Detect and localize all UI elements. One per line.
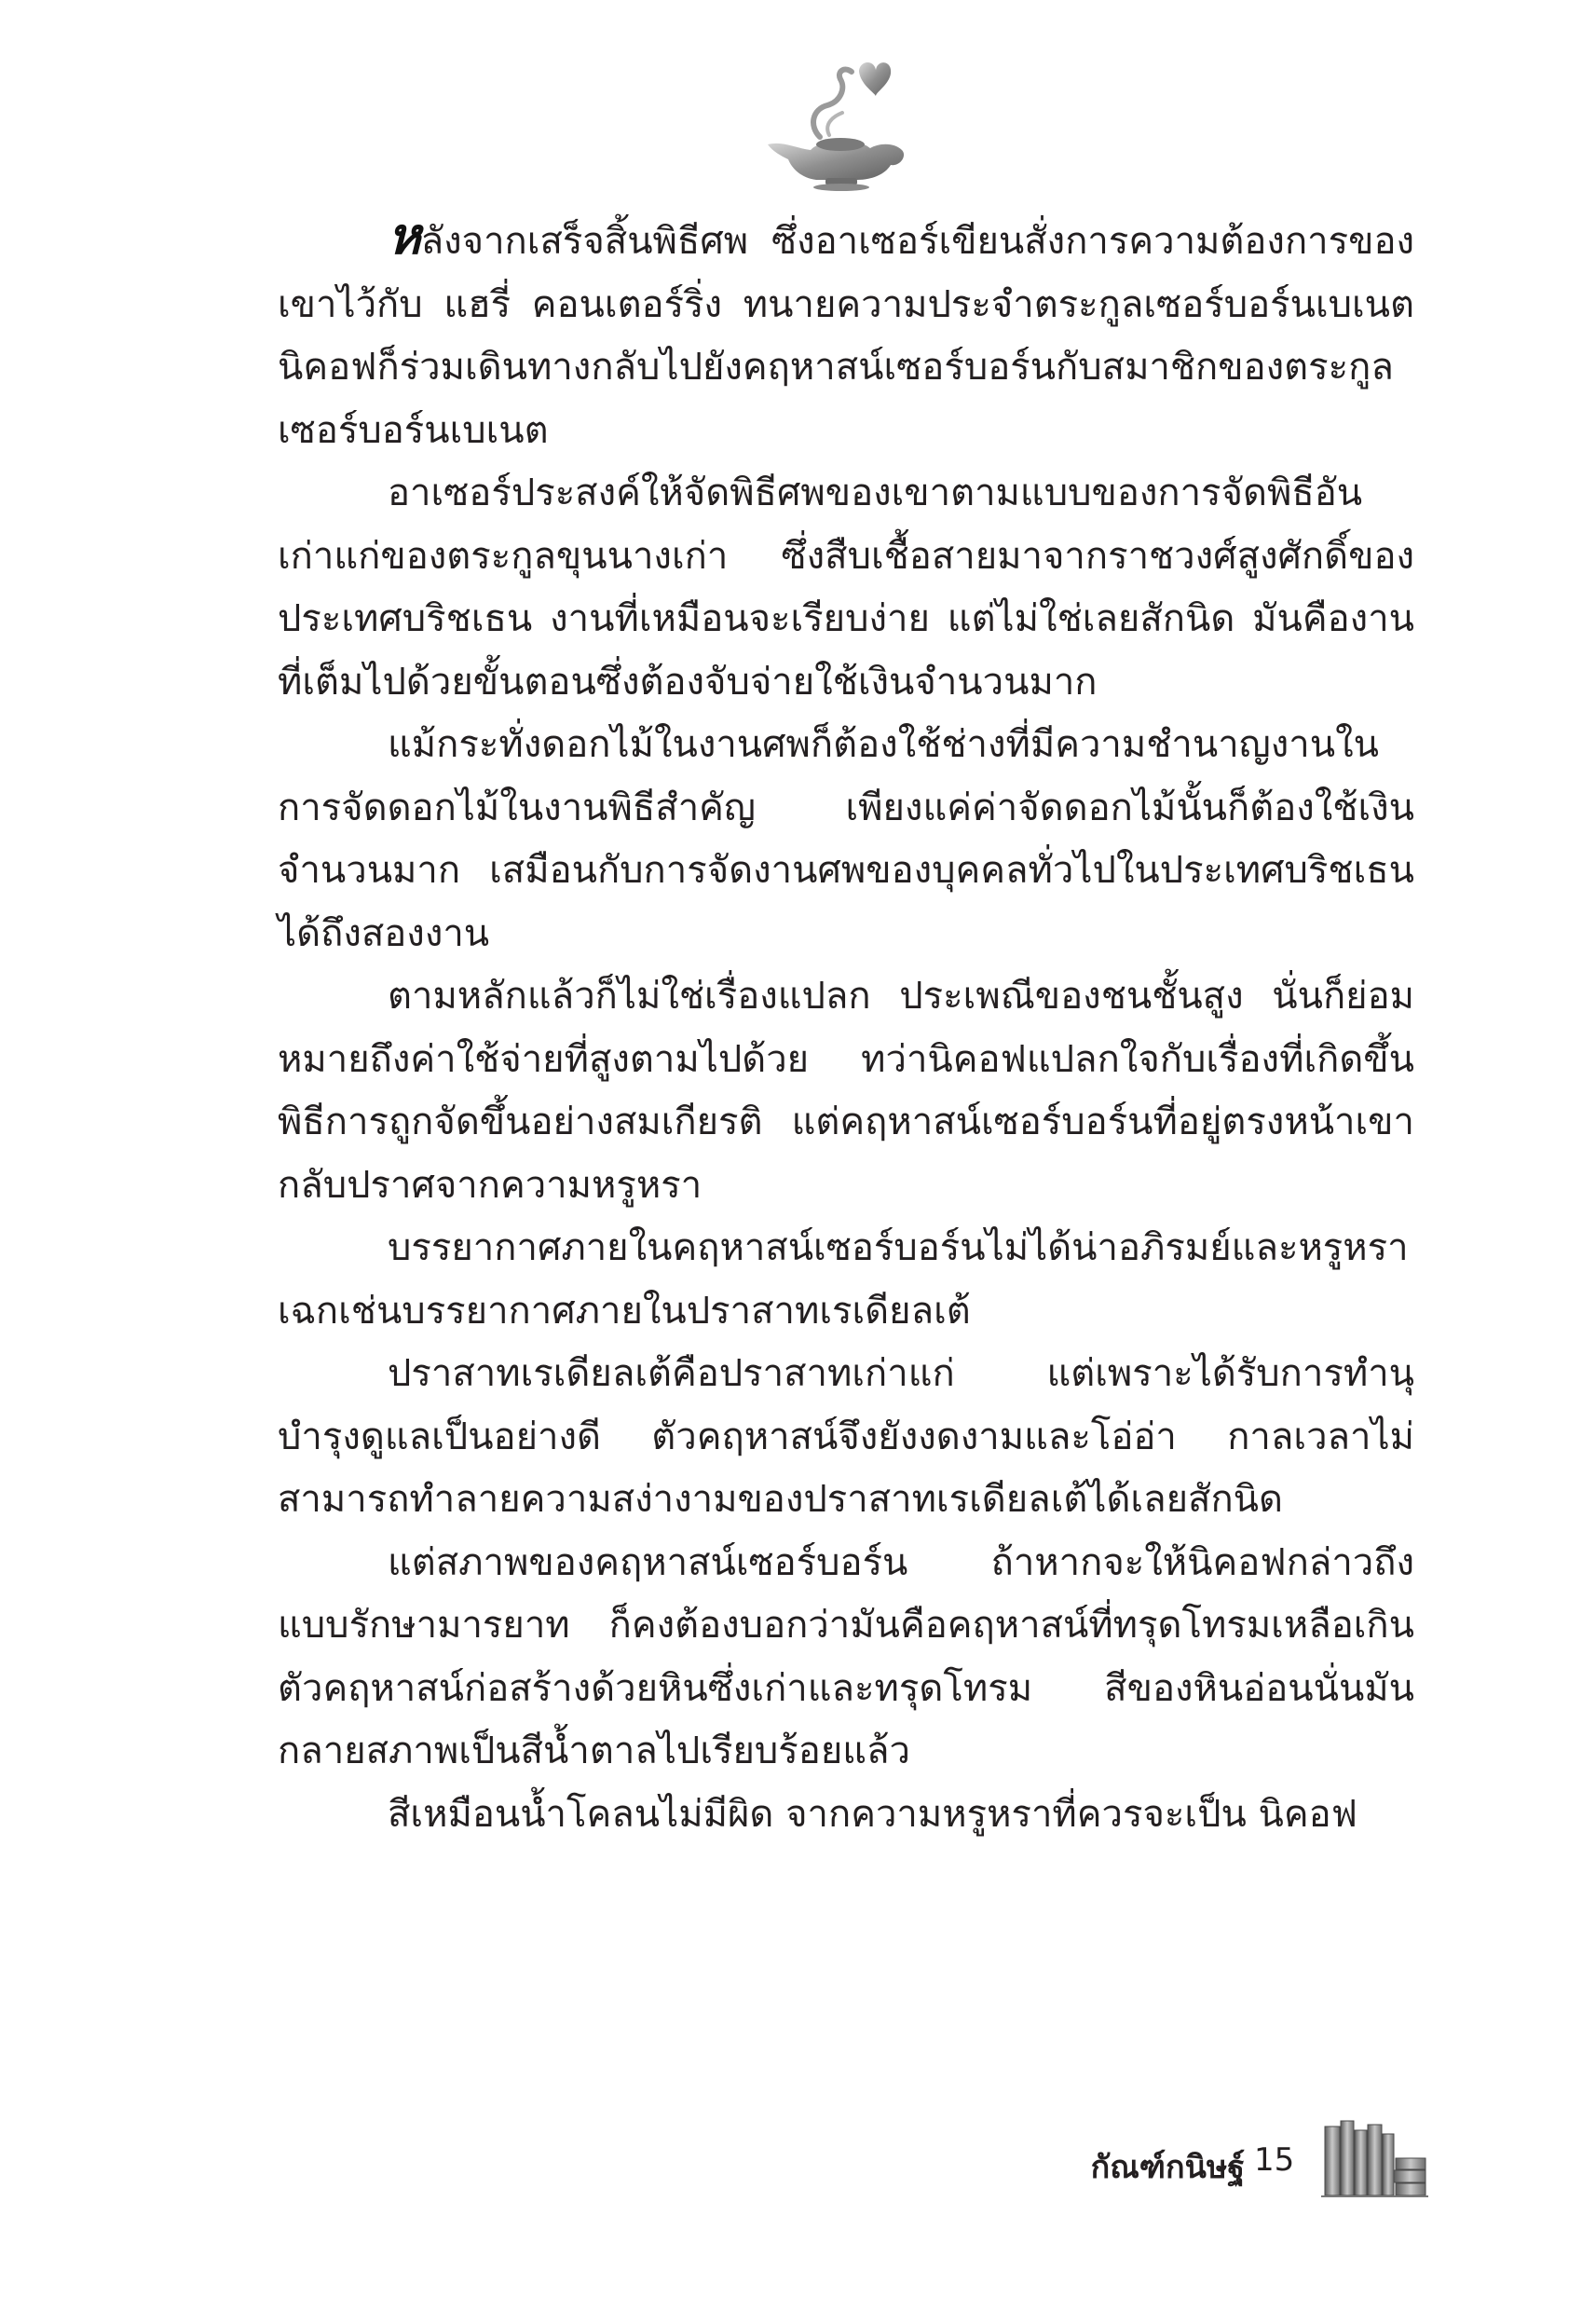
- page-number: 15: [1254, 2141, 1295, 2179]
- chapter-body: [278, 205, 1414, 1846]
- paragraph-8: สีเหมือนน้ำโคลนไม่มีผิด จากความหรูหราที่ควรจะเป็น นิคอฟ: [388, 1792, 1357, 1836]
- paragraph-7: แต่สภาพของคฤหาสน์เซอร์บอร์น ถ้าหากจะให้นิคอฟกล่าวถึงแบบรักษามารยาท ก็คงต้องบอกว่ามันคือคฤหาสน์ที่ทรุดโทรมเหลือเกิน ตัวคฤหาสน์ก่อสร้างด้วยหินซึ่งเก่าและทรุดโทรม สีของหินอ่อนนั่นมันกลายสภาพเป็นสีน้ำตาลไปเรียบร้อยแล้ว: [278, 1540, 1414, 1772]
- paragraph-6: ปราสาทเรเดียลเต้คือปราสาทเก่าแก่ แต่เพราะได้รับการทำนุบำรุงดูแลเป็นอย่างดี ตัวคฤหาสน์จึงยังงดงามและโอ่อ่า กาลเวลาไม่สามารถทำลายความสง่างามของปราสาทเรเดียลเต้ได้เลยสักนิด: [278, 1352, 1414, 1521]
- books-icon: [1321, 2117, 1428, 2199]
- paragraph-1-text: ลังจากเสร็จสิ้นพิธีศพ ซึ่งอาเซอร์เขียนสั่งการความต้องการของเขาไว้กับ แฮรี่ คอนเตอร์ริ่ง ทนายความประจำตระกูลเซอร์บอร์นเบเนต นิคอฟก็ร่วมเดินทางกลับไปยังคฤหาสน์เซอร์บอร์นกับสมาชิกของตระกูลเซอร์บอร์นเบเนต: [278, 220, 1414, 452]
- paragraph-3: แม้กระทั่งดอกไม้ในงานศพก็ต้องใช้ช่างที่มีความชำนาญงานในการจัดดอกไม้ในงานพิธีสำคัญ เพียงแค่ค่าจัดดอกไม้นั้นก็ต้องใช้เงินจำนวนมาก เสมือนกับการจัดงานศพของบุคคลทั่วไปในประเทศบริชเธนได้ถึงสองงาน: [278, 723, 1414, 955]
- genie-lamp-icon: [755, 51, 918, 191]
- paragraph-4: ตามหลักแล้วก็ไม่ใช่เรื่องแปลก ประเพณีของชนชั้นสูง นั่นก็ย่อมหมายถึงค่าใช้จ่ายที่สูงตามไปด้วย ทว่านิคอฟแปลกใจกับเรื่องที่เกิดขึ้น พิธีการถูกจัดขึ้นอย่างสมเกียรติ แต่คฤหาสน์เซอร์บอร์นที่อยู่ตรงหน้าเขากลับปราศจากความหรูหรา: [278, 975, 1414, 1207]
- paragraph-5: บรรยากาศภายในคฤหาสน์เซอร์บอร์นไม่ได้น่าอภิรมย์และหรูหราเฉกเช่นบรรยากาศภายในปราสาทเรเดียลเต้: [278, 1226, 1409, 1333]
- running-footer-title: กัณฑ์กนิษฐ์: [1090, 2149, 1245, 2186]
- drop-cap: ห: [388, 207, 421, 266]
- paragraph-1: [278, 205, 1414, 462]
- paragraph-2: อาเซอร์ประสงค์ให้จัดพิธีศพของเขาตามแบบของการจัดพิธีอันเก่าแก่ของตระกูลขุนนางเก่า ซึ่งสืบเชื้อสายมาจากราชวงศ์สูงศักดิ์ของประเทศบริชเธน งานที่เหมือนจะเรียบง่าย แต่ไม่ใช่เลยสักนิด มันคืองานที่เต็มไปด้วยขั้นตอนซึ่งต้องจับจ่ายใช้เงินจำนวนมาก: [278, 472, 1414, 704]
